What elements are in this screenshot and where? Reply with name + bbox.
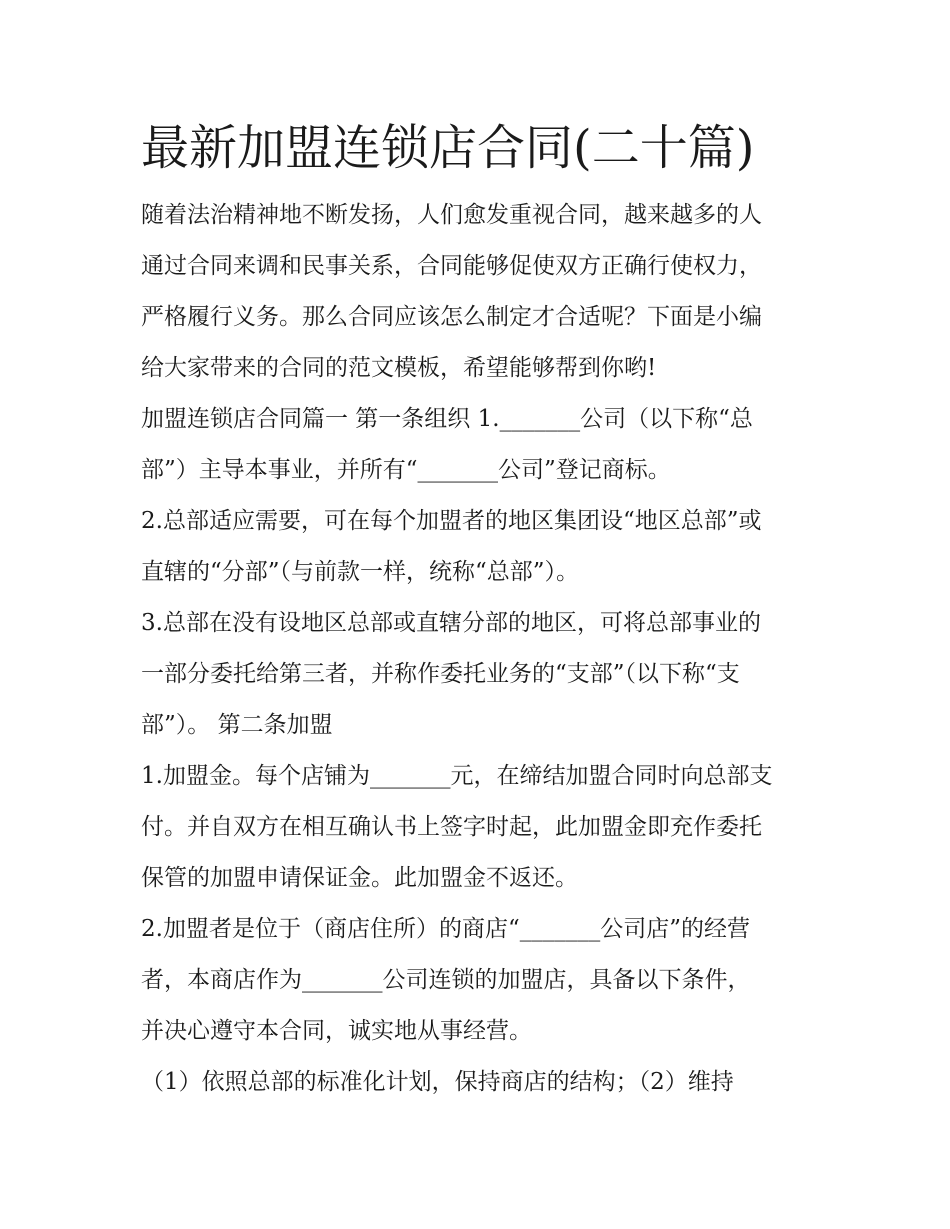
body-line: 3.总部在没有设地区总部或直辖分部的地区，可将总部事业的 [141,610,761,636]
document-page [141,112,821,1108]
body-line: 一部分委托给第三者，并称作委托业务的“支部”（以下称“支 [141,661,740,687]
body-line: 1.加盟金。每个店铺为_______元，在缔结加盟合同时向总部支 [141,763,773,789]
body-line: 加盟连锁店合同篇一 第一条组织 1._______公司（以下称“总 [141,406,753,432]
document-title: 最新加盟连锁店合同(二十篇) [141,120,755,176]
body-line: 部”）主导本事业，并所有“_______公司”登记商标。 [141,457,671,483]
body-line: 给大家带来的合同的范文模板，希望能够帮到你哟! [141,355,657,381]
body-line: 并决心遵守本合同，诚实地从事经营。 [141,1018,532,1044]
body-line: 者，本商店作为_______公司连锁的加盟店，具备以下条件， [141,967,751,993]
body-line: 付。并自双方在相互确认书上签字时起，此加盟金即充作委托 [141,814,762,840]
body-line: 通过合同来调和民事关系，合同能够促使双方正确行使权力， [141,253,762,279]
body-line: 2.总部适应需要，可在每个加盟者的地区集团设“地区总部”或 [141,508,762,534]
body-line: 严格履行义务。那么合同应该怎么制定才合适呢？下面是小编 [141,304,762,330]
body-line: 随着法治精神地不断发扬，人们愈发重视合同，越来越多的人 [141,202,762,228]
document-body [141,190,821,1108]
body-line: 部”）。 第二条加盟 [141,712,333,738]
body-line: 直辖的“分部”（与前款一样，统称“总部”）。 [141,559,580,585]
body-line: 保管的加盟申请保证金。此加盟金不返还。 [141,865,578,891]
body-line: 2.加盟者是位于（商店住所）的商店“_______公司店”的经营 [141,916,750,942]
body-line: （1）依照总部的标准化计划，保持商店的结构；（2）维持 [141,1069,734,1095]
